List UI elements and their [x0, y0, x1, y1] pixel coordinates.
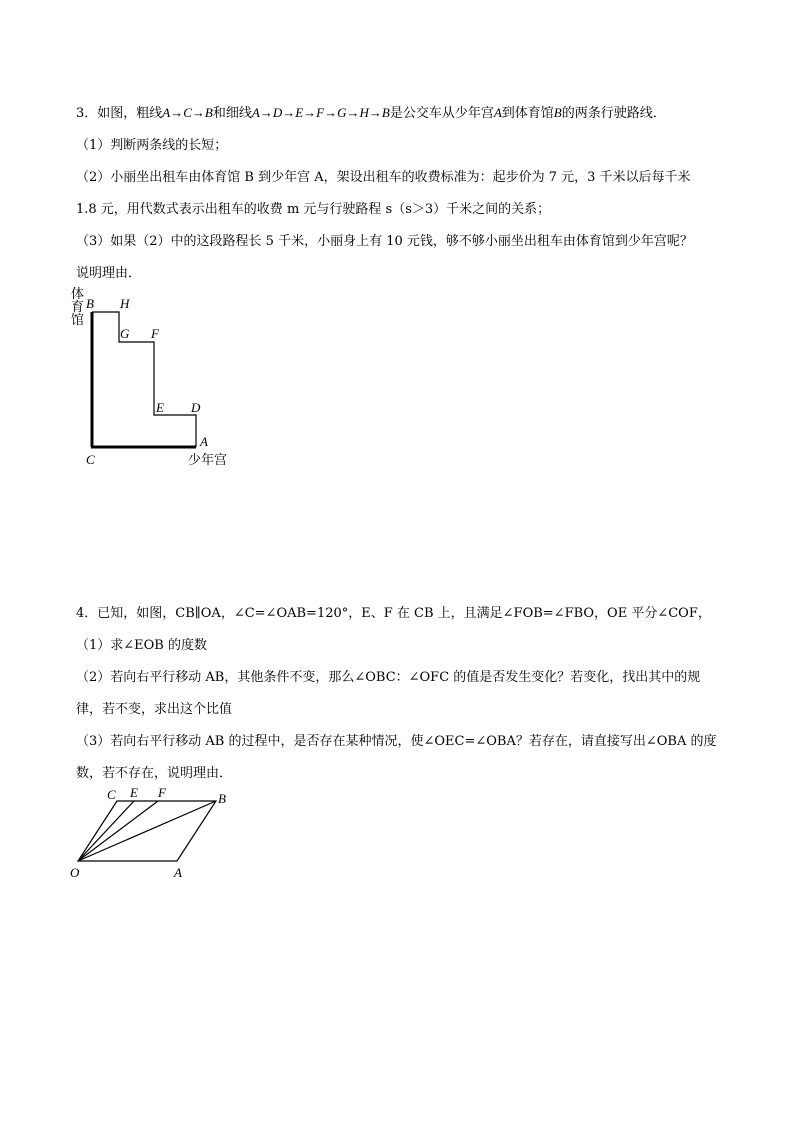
- q3-label-F: F: [151, 326, 159, 341]
- q4-segment-OE: [78, 801, 134, 861]
- q3-label-A: A: [200, 434, 208, 449]
- q4-label-O: O: [70, 865, 80, 880]
- q4-segment-OB: [78, 801, 216, 861]
- q4-part2-line2: 律，若不变，求出这个比值: [76, 702, 233, 717]
- q3-label-C: C: [86, 452, 95, 467]
- q3-thick-path: A→C→B: [162, 105, 213, 120]
- q4-label-B: B: [218, 791, 226, 806]
- q3-part1: （1）判断两条线的长短；: [76, 138, 228, 153]
- q4-part2-line1: （2）若向右平行移动 AB，其他条件不变，那么∠OBC：∠OFC 的值是否发生变化？若变化，找出其中的规: [76, 670, 701, 685]
- q3-label-G: G: [120, 326, 130, 341]
- q3-label-B: B: [86, 296, 94, 311]
- q4-stem: 4．已知，如图，CB∥OA，∠C=∠OAB=120°，E、F 在 CB 上，且满足∠FOB=∠FBO，OE 平分∠COF，: [76, 606, 711, 621]
- q3-label-D: D: [191, 400, 201, 415]
- q3-stem-text: 和细线: [212, 106, 252, 121]
- q3-thin-path-line: [92, 312, 196, 447]
- q3-thin-path: A→D→E→F→G→H→B: [251, 105, 390, 120]
- q4-part1: （1）求∠EOB 的度数: [76, 638, 207, 653]
- q3-stem-text: 是公交车从少年宫: [389, 106, 494, 121]
- q3-number: 3．: [76, 106, 98, 121]
- q4-label-A: A: [174, 865, 182, 880]
- q3-stem-text: 如图，粗线: [97, 106, 163, 121]
- q3-stem-text: 到体育馆: [501, 106, 554, 121]
- q4-part3-line1: （3）若向右平行移动 AB 的过程中，是否存在某种情况，使∠OEC=∠OBA？若存在，请直接写出∠OBA 的度: [76, 734, 717, 749]
- q4-label-C: C: [107, 787, 116, 802]
- q4-label-F: F: [158, 785, 166, 800]
- q3-stem-text: 的两条行驶路线．: [561, 106, 666, 121]
- q3-label-gym-1: 体: [71, 286, 85, 301]
- q3-label-gym-3: 馆: [71, 312, 85, 327]
- q4-label-E: E: [130, 785, 138, 800]
- q3-part2-line1: （2）小丽坐出租车由体育馆 B 到少年宫 A，架设出租车的收费标准为：起步价为 7 元，3 千米以后每千米: [76, 170, 691, 185]
- q3-part2-line2: 1.8 元，用代数式表示出租车的收费 m 元与行驶路程 s（s＞3）千米之间的关系；: [76, 202, 551, 217]
- q3-label-H: H: [120, 296, 130, 311]
- q3-point-ref: B: [553, 105, 562, 120]
- q3-label-E: E: [156, 400, 164, 415]
- q3-label-palace: 少年宫: [188, 452, 228, 467]
- q3-label-gym-2: 育: [71, 299, 85, 314]
- q4-part3-line2: 数，若不存在，说明理由．: [76, 766, 233, 781]
- q3-part3-line2: 说明理由．: [76, 266, 142, 281]
- q3-part3-line1: （3）如果（2）中的这段路程长 5 千米，小丽身上有 10 元钱，够不够小丽坐出租车由体育馆到少年宫呢？: [76, 234, 693, 249]
- q3-point-ref: A: [493, 105, 502, 120]
